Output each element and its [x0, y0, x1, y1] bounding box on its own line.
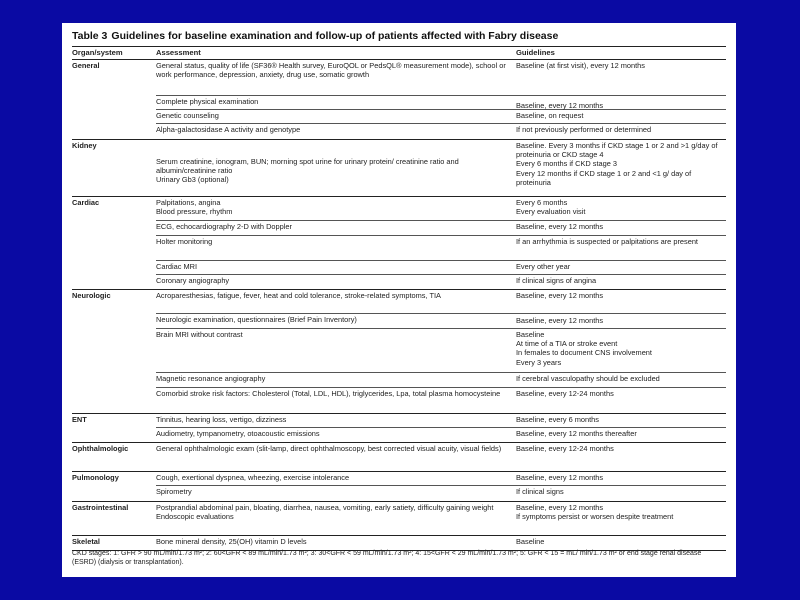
guideline-cell: Baseline, every 12 months: [516, 290, 726, 314]
organ-system-label: Gastrointestinal: [72, 503, 129, 512]
assessment-cell: Cough, exertional dyspnea, wheezing, exercise intolerance: [156, 472, 516, 486]
organ-system-label: Neurologic: [72, 291, 111, 300]
assessment-cell: Coronary angiography: [156, 276, 230, 285]
assessment-cell: Genetic counseling: [156, 110, 516, 124]
guideline-cell: Every other year: [516, 261, 726, 275]
guidelines-table: [72, 46, 726, 551]
section-ent: [72, 414, 726, 443]
section-rows: [156, 414, 726, 442]
table-row: [156, 373, 726, 388]
assessment-cell: Postprandial abdominal pain, bloating, diarrhea, nausea, vomiting, early satiety, difficulty gaining weight Endoscopic evaluations: [156, 503, 494, 522]
table-row: [156, 329, 726, 373]
table-row: [156, 60, 726, 96]
assessment-cell: General ophthalmologic exam (slit-lamp, direct ophthalmoscopy, best corrected visual acuity, visual fields): [156, 444, 502, 453]
guideline-cell: Baseline. Every 3 months if CKD stage 1 or 2 and >1 g/day of proteinuria or CKD stage 4 Every 6 months if CKD stage 3 Every 12 months if CKD stage 1 or 2 and <1 g/ day of proteinuria: [516, 141, 718, 187]
section-ophthalmologic: [72, 443, 726, 472]
section-pulmonology: [72, 472, 726, 502]
organ-system-label: Cardiac: [72, 198, 100, 207]
table-row: [156, 314, 726, 329]
assessment-cell: Serum creatinine, ionogram, BUN; morning spot urine for urinary protein/ creatinine ratio and albumin/creatinine ratio Urinary Gb3 (optional): [156, 157, 459, 185]
assessment-cell: Alpha-galactosidase A activity and genotype: [156, 125, 301, 134]
guideline-cell: Every 6 months Every evaluation visit: [516, 197, 726, 221]
assessment-cell: Cardiac MRI: [156, 261, 516, 275]
guideline-cell: Baseline, every 12 months: [516, 314, 726, 329]
organ-system-label: Kidney: [72, 141, 97, 150]
table-row: [156, 124, 726, 139]
assessment-cell: Magnetic resonance angiography: [156, 373, 516, 388]
section-rows: [156, 472, 726, 501]
guideline-cell: Baseline, every 6 months: [516, 414, 726, 428]
guideline-cell: Baseline At time of a TIA or stroke event In females to document CNS involvement Every 3 years: [516, 329, 726, 373]
header-organ: Organ/system: [72, 48, 123, 57]
table-row: [156, 290, 726, 314]
section-rows: [156, 443, 726, 471]
guideline-cell: If clinical signs of angina: [516, 276, 597, 285]
assessment-cell: Neurologic examination, questionnaires (Brief Pain Inventory): [156, 314, 516, 329]
assessment-cell: Bone mineral density, 25(OH) vitamin D levels: [156, 537, 307, 546]
guideline-cell: Baseline, every 12-24 months: [516, 389, 614, 398]
table-row: [156, 236, 726, 261]
organ-system-label: Ophthalmologic: [72, 444, 129, 453]
assessment-cell: Audiometry, tympanometry, otoacoustic emissions: [156, 429, 320, 438]
assessment-cell: Complete physical examination: [156, 96, 516, 110]
assessment-cell: Comorbid stroke risk factors: Cholesterol (Total, LDL, HDL), triglycerides, Lpa, total plasma homocysteine: [156, 389, 501, 398]
table-row: [156, 472, 726, 486]
assessment-cell: Spirometry: [156, 487, 192, 496]
guideline-cell: Baseline, every 12 months If symptoms persist or worsen despite treatment: [516, 503, 674, 522]
table-header-row: [72, 47, 726, 60]
section-rows: [156, 536, 726, 550]
section-rows: [156, 197, 726, 289]
section-gastrointestinal: [72, 502, 726, 536]
table-caption: Guidelines for baseline examination and follow-up of patients affected with Fabry disease: [111, 30, 559, 42]
section-rows: [156, 60, 726, 139]
section-general: [72, 60, 726, 140]
section-kidney: [72, 140, 726, 197]
assessment-cell: Tinnitus, hearing loss, vertigo, dizziness: [156, 414, 516, 428]
guideline-cell: If not previously performed or determined: [516, 125, 652, 134]
guideline-cell: Baseline, every 12 months: [516, 221, 726, 236]
table-row: [156, 96, 726, 110]
table-row: [156, 110, 726, 124]
slide-page: [62, 23, 736, 577]
table-title: [72, 30, 558, 42]
table-footnote: CKD stages: 1: GFR > 90 mL/min/1.73 m²; 2: 60<GFR < 89 mL/min/1.73 m²; 3: 30<GFR < 59 mL/min/1.73 m²; 4: 15<GFR < 29 mL/min/1.73 m²; 5: GFR < 15 = mL/ min/1.73 m² or end stage renal disease (ESRD) (dialysis or transplantation).: [72, 550, 702, 566]
table-row: [156, 414, 726, 428]
guideline-cell: Baseline: [516, 537, 545, 546]
guideline-cell: Baseline (at first visit), every 12 months: [516, 60, 726, 96]
organ-system-label: Skeletal: [72, 537, 100, 546]
assessment-cell: ECG, echocardiography 2-D with Doppler: [156, 221, 516, 236]
table-row: [156, 275, 726, 289]
organ-system-label: Pulmonology: [72, 473, 119, 482]
section-neurologic: [72, 290, 726, 414]
guideline-cell: Baseline, every 12 months: [516, 472, 726, 486]
assessment-cell: Acroparesthesias, fatigue, fever, heat and cold tolerance, stroke-related symptoms, TIA: [156, 290, 516, 314]
table-body: [72, 60, 726, 551]
table-row: [156, 221, 726, 236]
assessment-cell: Holter monitoring: [156, 236, 516, 261]
table-row: [156, 486, 726, 501]
table-row: [156, 428, 726, 442]
guideline-cell: Baseline, every 12 months thereafter: [516, 429, 637, 438]
guideline-cell: Baseline, every 12-24 months: [516, 444, 614, 453]
table-row: [156, 388, 726, 413]
table-number: Table 3: [72, 30, 108, 42]
organ-system-label: General: [72, 61, 100, 70]
table-row: [156, 261, 726, 275]
header-guidelines: Guidelines: [516, 48, 555, 57]
guideline-cell: If an arrhythmia is suspected or palpitations are present: [516, 236, 726, 261]
table-row: [156, 140, 726, 196]
table-row: [156, 443, 726, 471]
assessment-cell: Palpitations, angina Blood pressure, rhythm: [156, 197, 516, 221]
section-cardiac: [72, 197, 726, 290]
table-row: [156, 197, 726, 221]
organ-system-label: ENT: [72, 415, 87, 424]
guideline-cell: If cerebral vasculopathy should be excluded: [516, 373, 726, 388]
assessment-cell: Brain MRI without contrast: [156, 329, 516, 373]
guideline-cell: If clinical signs: [516, 487, 564, 496]
section-rows: [156, 502, 726, 535]
table-row: [156, 536, 726, 550]
assessment-cell: General status, quality of life (SF36® Health survey, EuroQOL or PedsQL® measurement mode), school or work performance, depression, anxiety, drug use, somatic growth: [156, 60, 516, 96]
table-row: [156, 502, 726, 535]
section-rows: [156, 140, 726, 196]
guideline-cell: Baseline, on request: [516, 110, 726, 124]
header-assessment: Assessment: [156, 48, 201, 57]
section-rows: [156, 290, 726, 413]
guideline-cell: Baseline, every 12 months: [516, 96, 726, 110]
